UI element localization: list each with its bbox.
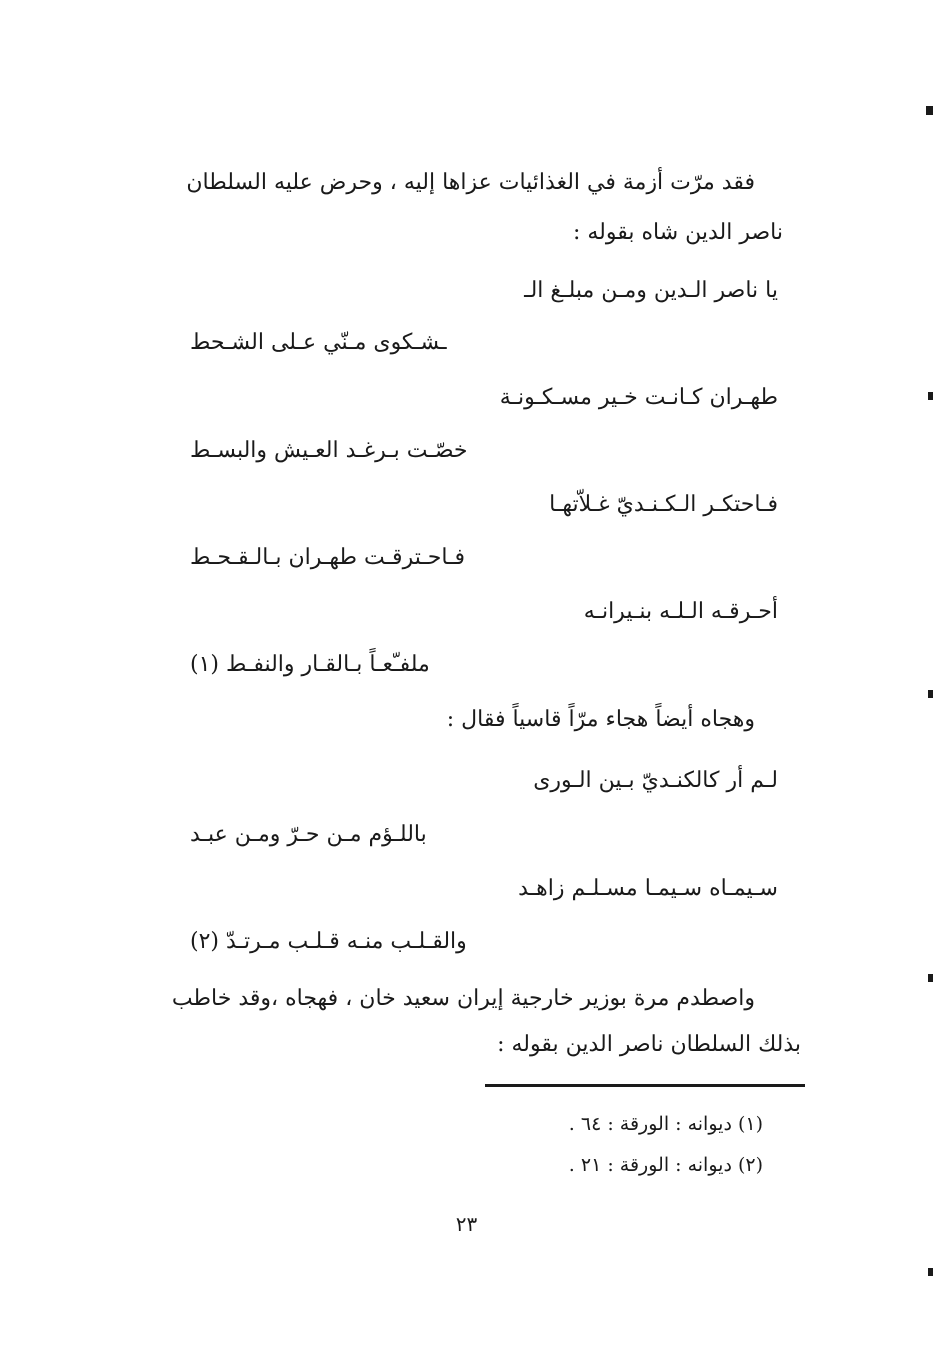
prose-line: واصطدم مرة بوزير خارجية إيران سعيد خان ، فهجاه ،وقد خاطب [171,986,755,1011]
prose-line: فقد مرّت أزمة في الغذائيات عزاها إليه ، وحرض عليه السلطان [186,170,755,195]
verse-second-hemistich: ـشـكوى مـنّي عـلى الشـحط [190,330,447,355]
verse-second-hemistich: باللـؤم مـن حـرّ ومـن عبـد [190,822,427,847]
page-number: ٢٣ [455,1212,478,1236]
footnote-rule [485,1084,805,1087]
verse-second-hemistich: والقـلـب منـه قـلـب مـرتـدّ (٢) [190,929,467,954]
verse-first-hemistich: أحـرقـه الـلـه بنـيرانـه [583,599,778,624]
scan-edge-mark [928,690,933,698]
footnote: (١) ديوانه : الورقة : ٦٤ . [568,1113,763,1135]
prose-line: وهجاه أيضاً هجاء مرّاً قاسياً فقال : [446,707,755,732]
verse-second-hemistich: ملفـّعـاً بـالقـار والنفـط (١) [190,652,430,677]
prose-line: ناصر الدين شاه بقوله : [572,220,783,245]
verse-first-hemistich: لـم أر كالكنـديّ بـين الـورى [533,768,778,793]
verse-first-hemistich: فـاحتكـر الـكـنـديّ غـلاّتهـا [549,492,778,517]
verse-first-hemistich: سـيمـاه سـيمـا مسـلـم زاهـد [518,876,778,901]
scan-edge-mark [928,974,933,982]
footnote: (٢) ديوانه : الورقة : ٢١ . [568,1154,763,1176]
scan-edge-mark [926,106,933,115]
verse-first-hemistich: يا ناصر الـدين ومـن مبلـغ الـ [524,278,778,303]
verse-first-hemistich: طهـران كـانـت خـير مسـكـونـة [499,385,778,410]
scan-edge-mark [928,1268,933,1276]
verse-second-hemistich: فـاحـترقـت طهـران بـالـقـحـط [190,545,466,570]
scan-edge-mark [928,392,933,400]
prose-line: بذلك السلطان ناصر الدين بقوله : [497,1032,801,1057]
verse-second-hemistich: خصّـت بـرغـد العـيش والبسـط [190,438,468,463]
